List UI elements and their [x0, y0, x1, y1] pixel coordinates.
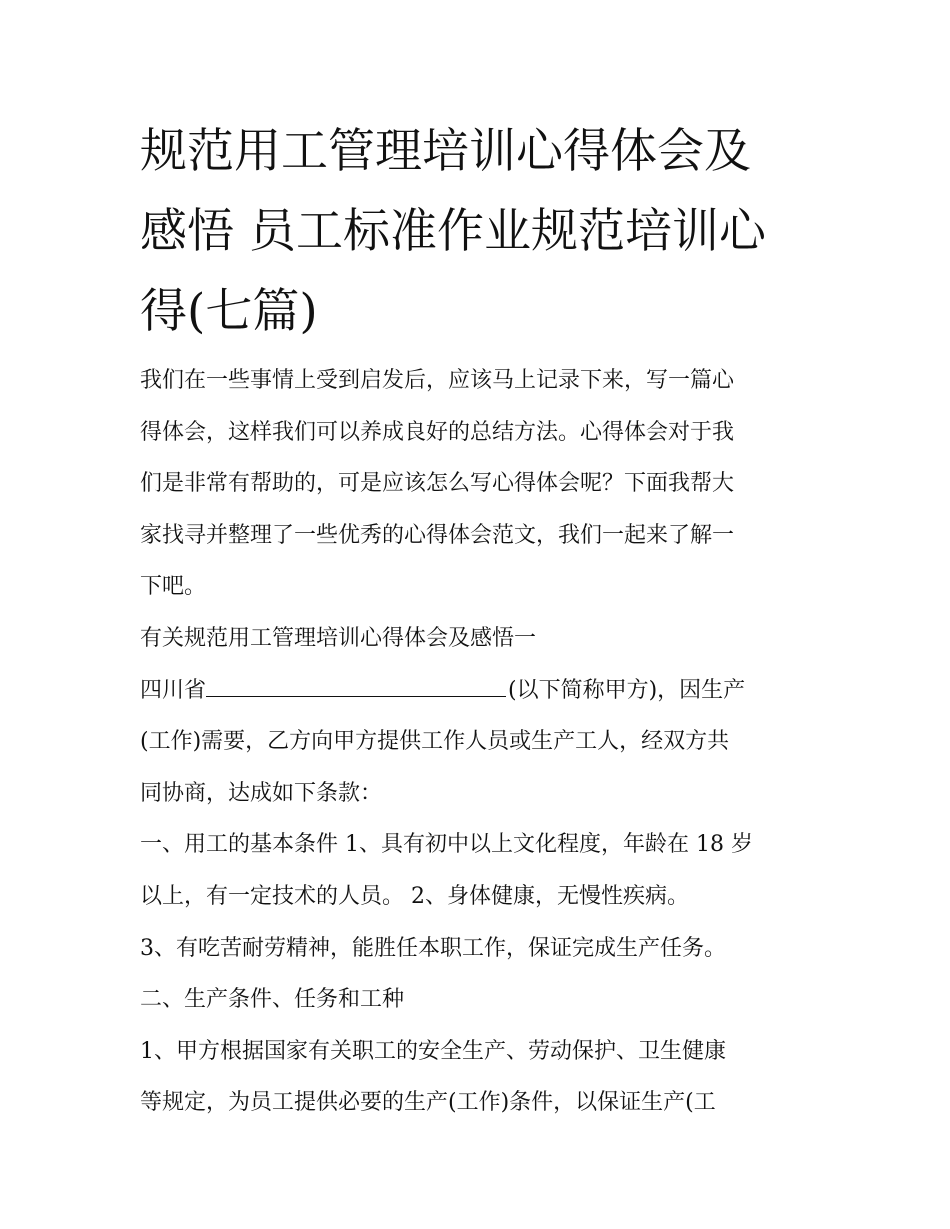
document-title — [140, 112, 820, 352]
paragraph-line: (工作)需要，乙方向甲方提供工作人员或生产工人，经双方共 — [140, 729, 730, 755]
province-label: 四川省 — [140, 677, 207, 703]
paragraph-line: 同协商，达成如下条款： — [140, 780, 383, 806]
title-line: 得(七篇) — [140, 284, 318, 339]
title-line: 感悟 员工标准作业规范培训心 — [140, 204, 766, 259]
paragraph-line: 们是非常有帮助的，可是应该怎么写心得体会呢？下面我帮大 — [140, 471, 735, 497]
clause-line: 等规定，为员工提供必要的生产(工作)条件，以保证生产(工 — [140, 1090, 716, 1116]
clause-line: 一、用工的基本条件 1、具有初中以上文化程度，年龄在 18 岁 — [140, 832, 753, 858]
paragraph-line: 得体会，这样我们可以养成良好的总结方法。心得体会对于我 — [140, 419, 735, 445]
contract-party-line — [140, 665, 830, 717]
paragraph-line: 下吧。 — [140, 574, 207, 600]
blank-fill-line — [206, 674, 506, 697]
party-note: (以下简称甲方)，因生产 — [508, 677, 746, 703]
title-line: 规范用工管理培训心得体会及 — [140, 124, 751, 179]
clause-line: 1、甲方根据国家有关职工的安全生产、劳动保护、卫生健康 — [140, 1038, 726, 1064]
clause-line: 以上，有一定技术的人员。 2、身体健康，无慢性疾病。 — [140, 883, 689, 909]
paragraph-line: 家找寻并整理了一些优秀的心得体会范文，我们一起来了解一 — [140, 522, 735, 548]
paragraph-line: 我们在一些事情上受到启发后，应该马上记录下来，写一篇心 — [140, 368, 735, 393]
document-body — [140, 355, 830, 1129]
clause-line: 3、有吃苦耐劳精神，能胜任本职工作，保证完成生产任务。 — [140, 935, 726, 961]
section-heading: 有关规范用工管理培训心得体会及感悟一 — [140, 625, 537, 651]
section-heading: 二、生产条件、任务和工种 — [140, 987, 405, 1013]
